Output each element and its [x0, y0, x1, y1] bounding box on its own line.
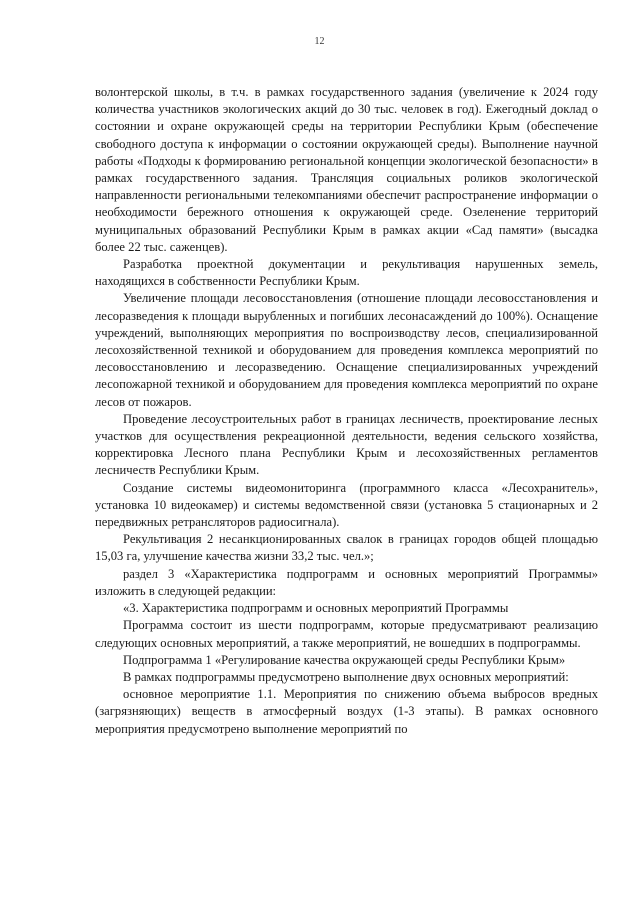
- paragraph-land-reclamation: Разработка проектной документации и рекультивация нарушенных земель, находящихся в собственности Республики Крым.: [95, 257, 598, 289]
- paragraph-dump-reclamation: Рекультивация 2 несанкционированных свалок в границах городов общей площадью 15,03 га, улучшение качества жизни 33,2 тыс. чел.»;: [95, 532, 598, 564]
- section-3-heading: «3. Характеристика подпрограмм и основных мероприятий Программы: [123, 601, 509, 616]
- paragraph-video-monitoring: Создание системы видеомониторинга (программного класса «Лесохранитель», установка 10 видеокамер) и системы ведомственной связи (установка 5 стационарных и 2 передвижных ретрансляторов радиосигнала).: [95, 480, 598, 530]
- paragraph-program-structure: Программа состоит из шести подпрограмм, которые предусматривают реализацию следующих основных мероприятий, а также мероприятий, не вошедших в подпрограммы.: [95, 618, 598, 650]
- paragraph-main-activity-1-1: основное мероприятие 1.1. Мероприятия по снижению объема выбросов вредных (загрязняющих) веществ в атмосферный воздух (1-3 этапы). В рамках основного мероприятия предусмотрено выполнение мероприятий по: [95, 687, 598, 736]
- subprogram-1-title: Подпрограмма 1 «Регулирование качества окружающей среды Республики Крым»: [123, 652, 566, 667]
- paragraph-section-3-instruction: раздел 3 «Характеристика подпрограмм и основных мероприятий Программы» изложить в следующей редакции:: [95, 566, 598, 598]
- paragraph-forest-management: Проведение лесоустроительных работ в границах лесничеств, проектирование лесных участков для осуществления рекреационной деятельности, ведения сельского хозяйства, корректировка Лесного плана Республики Крым и лесохозяйственных регламентов лесничеств Республики Крым.: [95, 411, 598, 478]
- page-number: 12: [314, 36, 325, 47]
- paragraph-subprogram-1-intro: В рамках подпрограммы предусмотрено выполнение двух основных мероприятий:: [123, 669, 569, 684]
- paragraph-reforestation: Увеличение площади лесовосстановления (отношение площади лесовосстановления и лесоразведения к площади вырубленных и погибших лесонасаждений до 100%). Оснащение учреждений, выполняющих мероприятия по воспроизводству лесов, специализированной лесохозяйственной техникой и оборудованием для проведения комплекса мероприятий по лесовосстановлению и лесоразведению. Оснащение специализированных учреждений лесопожарной техникой и оборудованием для проведения комплекса мероприятий по охране лесов от пожаров.: [95, 291, 598, 409]
- paragraph-volunteer-school: волонтерской школы, в т.ч. в рамках государственного задания (увеличение к 2024 году количества участников экологических акций до 30 тыс. человек в год). Ежегодный доклад о состоянии и охране окружающей среды на территории Республики Крым (обеспечение свободного доступа к информации о состоянии окружающей среды). Выполнение научной работы «Подходы к формированию региональной концепции экологической безопасности» в рамках государственного задания. Трансляция социальных роликов экологической направленности региональными телекомпаниями обеспечит распространение информации о необходимости бережного отношения к окружающей среде. Озеленение территорий муниципальных образований Республики Крым в рамках акции «Сад памяти» (высадка более 22 тыс. саженцев).: [95, 85, 598, 254]
- document-body: [95, 84, 598, 738]
